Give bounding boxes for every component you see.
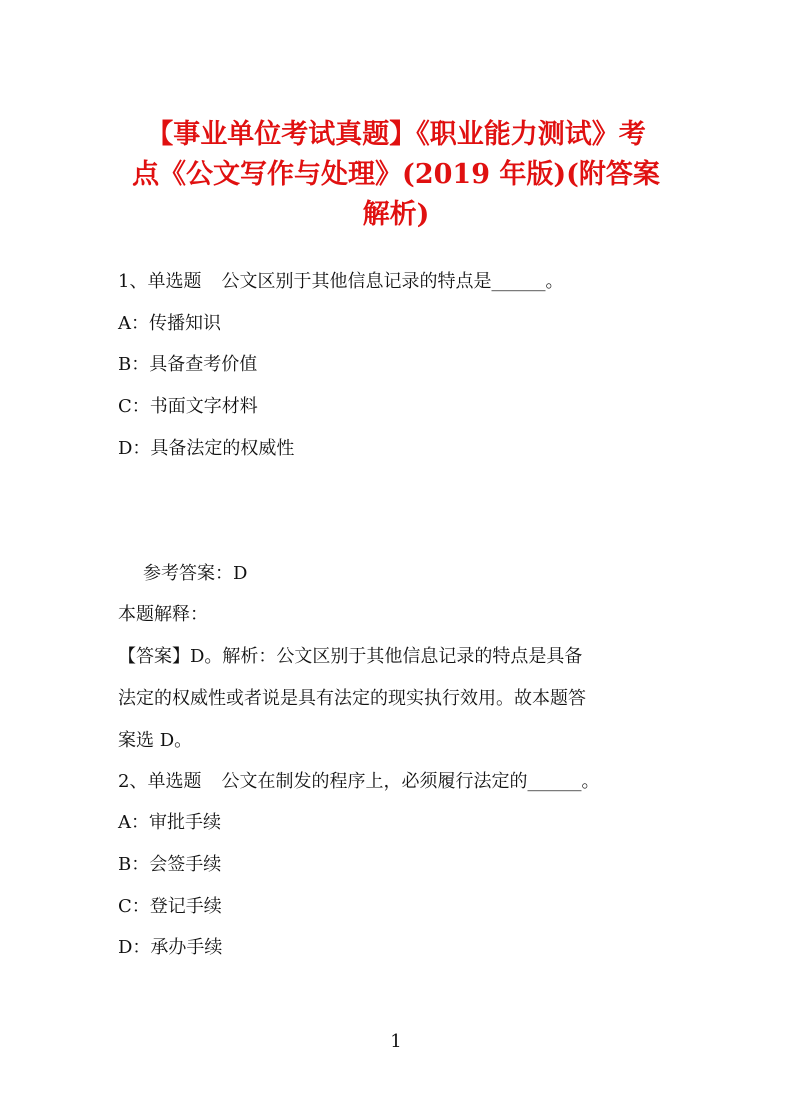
question-2-option-b: B：会签手续 <box>118 854 222 875</box>
question-1-option-d: D：具备法定的权威性 <box>118 438 295 459</box>
document-title <box>100 115 692 235</box>
question-1-answer: 参考答案：D <box>143 563 248 584</box>
question-2-option-d: D：承办手续 <box>118 937 223 958</box>
question-1-stem-line <box>118 270 563 294</box>
question-1-type: 单选题 <box>147 271 202 292</box>
title-line-3: 解析) <box>362 199 430 230</box>
question-1-explanation-line-2: 法定的权威性或者说是具有法定的现实执行效用。故本题答 <box>118 688 586 709</box>
question-1-explanation-label: 本题解释： <box>118 604 208 625</box>
question-2-type: 单选题 <box>147 771 202 792</box>
question-2-stem: 公文在制发的程序上，必须履行法定的______。 <box>221 771 600 792</box>
question-1-number: 1、 <box>118 271 148 292</box>
question-1-option-a: A：传播知识 <box>118 313 221 334</box>
question-2-number: 2、 <box>118 771 148 792</box>
title-line-1: 【事业单位考试真题】《职业能力测试》考 <box>146 119 646 150</box>
question-2-option-a: A：审批手续 <box>118 812 221 833</box>
question-1-explanation-line-3: 案选 D。 <box>118 730 193 751</box>
question-1-stem: 公文区别于其他信息记录的特点是______。 <box>221 271 564 292</box>
page-number: 1 <box>390 1031 402 1052</box>
question-1-option-c: C：书面文字材料 <box>118 396 258 417</box>
question-2-stem-line <box>118 770 599 794</box>
question-2-option-c: C：登记手续 <box>118 896 222 917</box>
title-line-2: 点《公文写作与处理》(2019 年版)(附答案 <box>132 159 660 190</box>
question-1-explanation-line-1: 【答案】D。解析：公文区别于其他信息记录的特点是具备 <box>118 646 583 667</box>
question-1-option-b: B：具备查考价值 <box>118 354 258 375</box>
